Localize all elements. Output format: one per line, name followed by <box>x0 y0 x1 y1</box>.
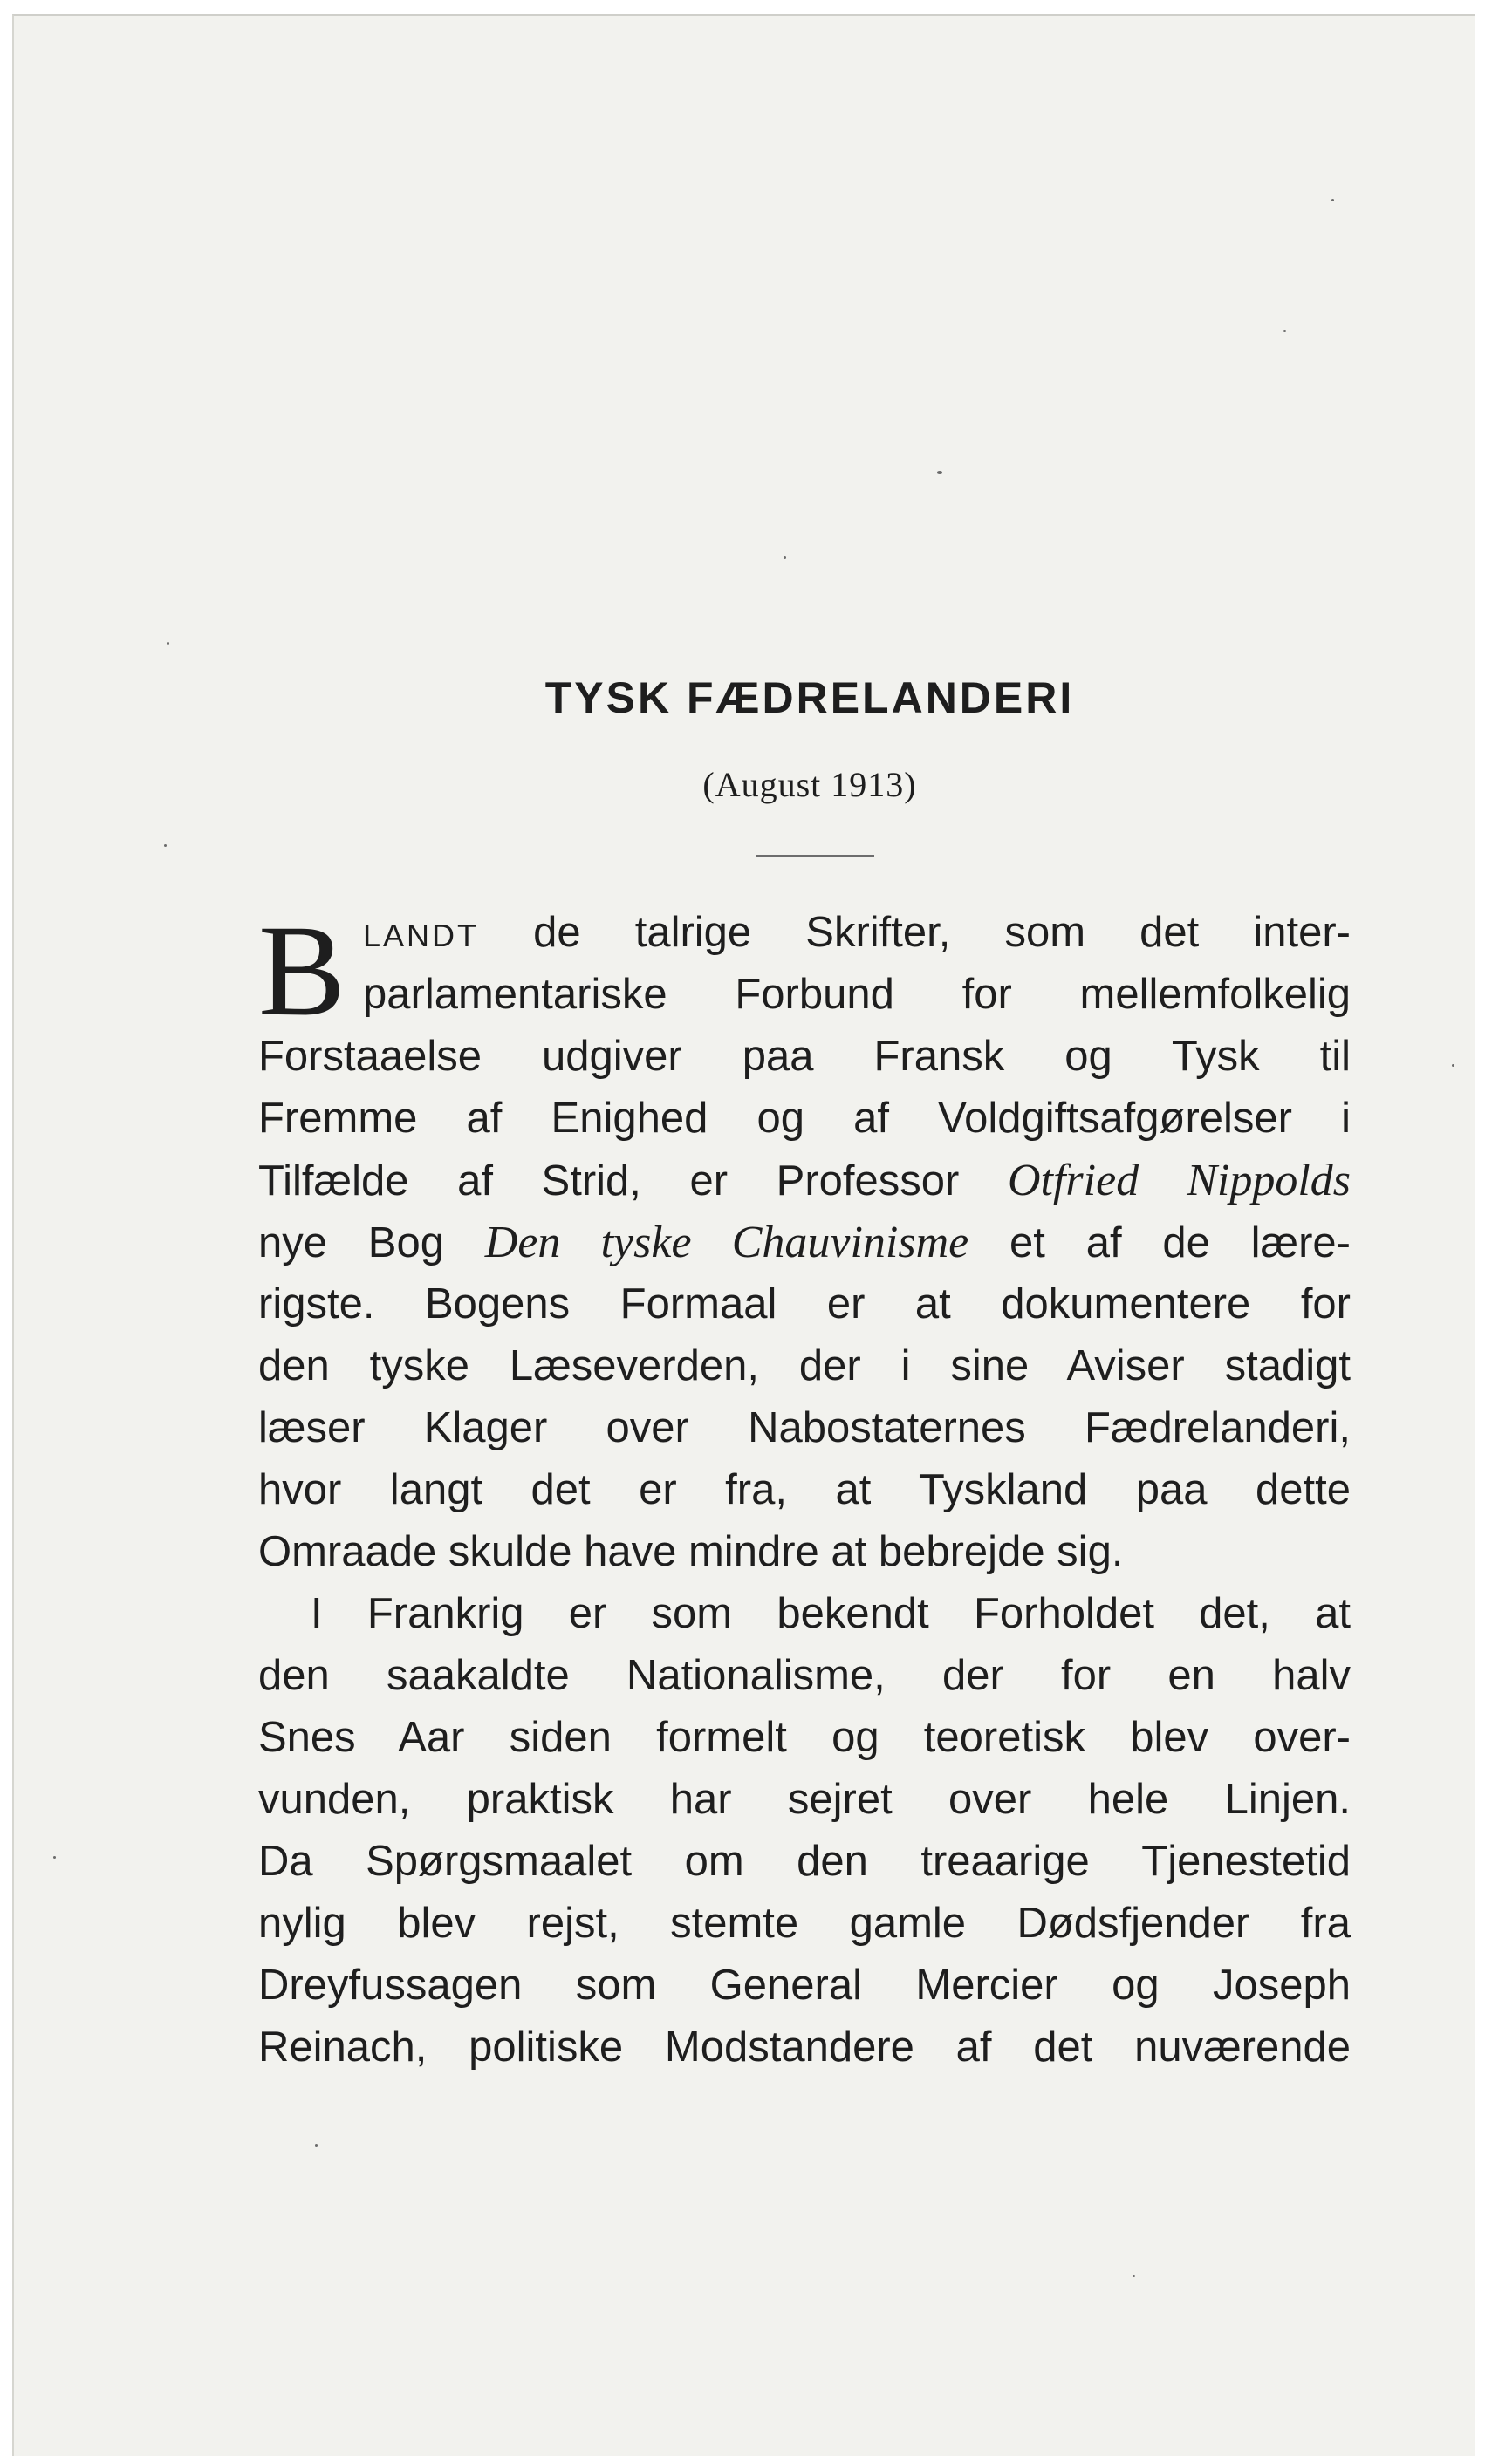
text-line: Dreyfussagen som General Mercier og Joseph <box>258 1962 1351 2009</box>
body-text <box>258 898 1352 2078</box>
text-line: rigste. Bogens Formaal er at dokumentere for <box>258 1280 1351 1328</box>
text-line: Omraade skulde have mindre at bebrejde sig. <box>258 1528 1124 1575</box>
author-name: Otfried Nippolds <box>1007 1156 1352 1205</box>
text-line <box>258 1150 1351 1212</box>
line-text: et af de lære- <box>968 1219 1351 1266</box>
text-line <box>258 1212 1351 1273</box>
page-title: TYSK FÆDRELANDERI <box>544 673 1075 722</box>
paper-speck <box>1133 2275 1135 2277</box>
text-line: vunden, praktisk har sejret over hele Linjen. <box>258 1776 1351 1823</box>
page-date: (August 1913) <box>702 765 917 804</box>
book-title: Den tyske Chauvinisme <box>484 1218 969 1267</box>
lead-in-word: LANDT <box>363 918 480 953</box>
paper-speck <box>937 471 942 474</box>
line-text: de talrige Skrifter, som det inter- <box>479 909 1351 956</box>
paper-speck <box>164 844 167 847</box>
paper-speck <box>784 556 786 559</box>
text-line: I Frankrig er som bekendt Forholdet det, at <box>311 1590 1351 1637</box>
paper-speck <box>1452 1064 1454 1067</box>
text-line: den tyske Læseverden, der i sine Aviser stadigt <box>258 1342 1351 1389</box>
text-line: hvor langt det er fra, at Tyskland paa dette <box>258 1466 1351 1513</box>
paper-speck <box>1331 199 1334 201</box>
text-line: Forstaaelse udgiver paa Fransk og Tysk til <box>258 1033 1351 1080</box>
text-line: læser Klager over Nabostaternes Fædrelanderi, <box>258 1404 1351 1451</box>
paper-speck <box>315 2144 318 2147</box>
line-text: Tilfælde af Strid, er Professor <box>258 1157 1008 1205</box>
text-line: Snes Aar siden formelt og teoretisk blev over- <box>258 1714 1351 1761</box>
text-line: parlamentariske Forbund for mellemfolkelig <box>363 971 1351 1018</box>
title-divider <box>756 855 874 857</box>
paper-speck <box>167 642 169 645</box>
paper-speck <box>1283 330 1286 332</box>
text-line: den saakaldte Nationalisme, der for en halv <box>258 1652 1351 1699</box>
text-line: nylig blev rejst, stemte gamle Dødsfjender fra <box>258 1900 1351 1947</box>
drop-cap: B <box>258 898 346 1043</box>
text-line <box>258 902 1351 964</box>
text-line: Fremme af Enighed og af Voldgiftsafgørelser i <box>258 1095 1351 1142</box>
paper-speck <box>53 1856 56 1859</box>
line-text: nye Bog <box>258 1219 485 1266</box>
text-line: Da Spørgsmaalet om den treaarige Tjenestetid <box>258 1838 1351 1885</box>
text-line: Reinach, politiske Modstandere af det nuværende <box>258 2024 1351 2071</box>
